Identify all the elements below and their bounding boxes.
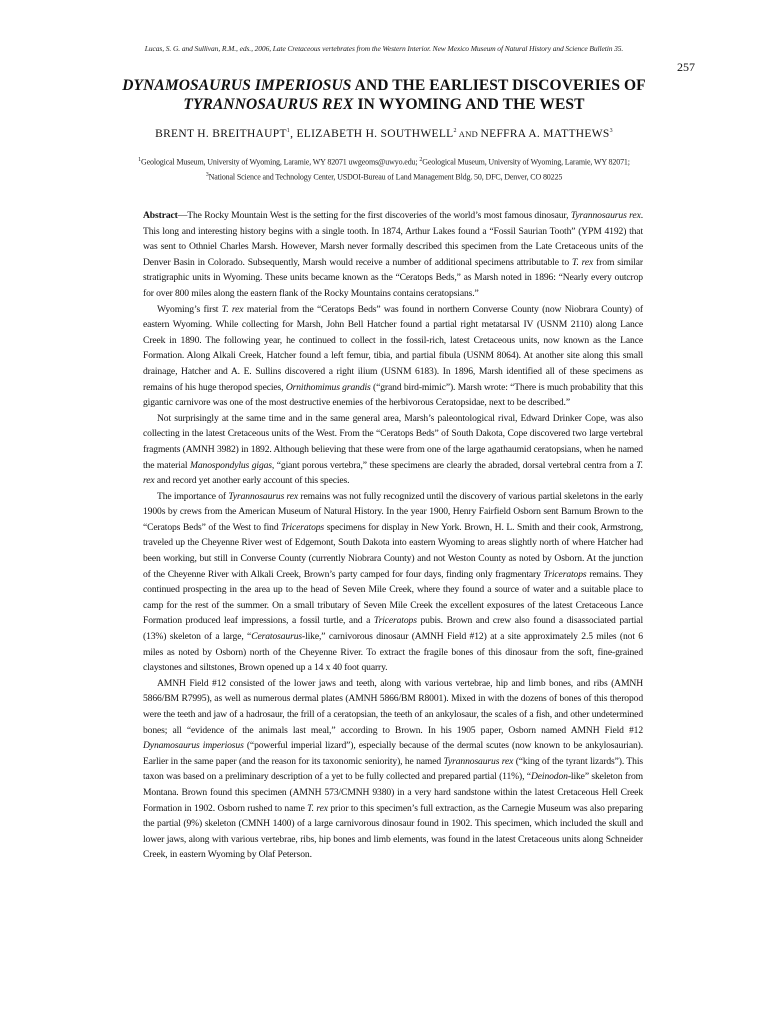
taxon-name: T. rex <box>307 802 328 814</box>
title-line-1 <box>80 76 688 95</box>
abstract-text: (“king of the tyrant lizards”). This taxon was based on a preliminary description of a yet to be fully collected and prepared partial (11%), “ <box>143 755 643 783</box>
abstract-text: The importance of <box>157 490 229 502</box>
title-line-2-rest: IN WYOMING AND THE WEST <box>353 96 585 113</box>
taxon-name: Tyrannosaurus rex <box>570 210 641 221</box>
abstract-paragraph-3 <box>143 411 643 489</box>
abstract-text: Not surprisingly at the same time and in the same general area, Marsh’s paleontological rival, Edward Drinker Cope, was also collecting in the latest Cretaceous units of the West. From the “Ceratops Beds” of South Dakota, Cope discovered two large vertebral fragments (AMNH 3982) in 1892. Although believing that these were from one of the large agathaumid ceratopsians, when he named the material <box>143 412 643 471</box>
author-list <box>80 128 688 140</box>
taxon-name: T. rex <box>221 303 244 315</box>
abstract-text: and record yet another early account of this species. <box>154 475 350 487</box>
affiliation-line-2 <box>70 169 698 184</box>
abstract-label: Abstract <box>143 210 178 221</box>
author-3-affiliation-mark: 3 <box>609 128 613 135</box>
author-1-affiliation-mark: 1 <box>286 128 291 135</box>
paper-title <box>80 76 688 114</box>
taxon-name: Tyrannosaurus rex <box>443 755 514 767</box>
taxon-name: Triceratops <box>373 615 417 627</box>
abstract-text: prior to this specimen’s full extraction, as the Carnegie Museum was also preparing the partial (9%) skeleton (CMNH 1400) of a large carnivorous dinosaur found in 1902. This specimen, which included the skull and lower jaws, along with various vertebrae, ribs, hip bones and limb elements, was found in the latest Cretaceous units along Schneider Creek, in eastern Wyoming by Olaf Peterson. <box>143 802 643 861</box>
abstract-text: pubis. Brown and crew also found a disassociated partial (13%) skeleton of a large, “ <box>143 615 643 643</box>
title-line-2 <box>80 95 688 114</box>
affiliation-1-mark: 1 <box>138 157 141 163</box>
author-conjunction: AND <box>456 129 481 139</box>
abstract-text: Wyoming’s first <box>157 303 222 315</box>
abstract-text: . This long and interesting history begins with a single tooth. In 1874, Arthur Lakes found a “Fossil Saurian Tooth” (YPM 4192) that was sent to Othniel Charles Marsh. However, Marsh never formally described this specimen from the Late Cretaceous units of the Denver Basin in Colorado. Subsequently, Marsh would receive a number of additional specimens attributable to <box>143 210 643 268</box>
author-2: , ELIZABETH H. SOUTHWELL <box>290 128 454 140</box>
abstract-text: -like” skeleton from Montana. Brown found this specimen (AMNH 573/CMNH 9380) in a very hard sandstone within the latest Cretaceous Hell Creek Formation in 1902. Osborn rushed to name <box>143 771 643 814</box>
abstract <box>143 208 643 863</box>
taxon-name: Ornithomimus grandis <box>285 381 371 393</box>
affiliation-3-mark: 3 <box>205 171 209 178</box>
abstract-text: material from the “Ceratops Beds” was found in northern Converse County (now Niobrara County) of eastern Wyoming. While collecting for Marsh, John Bell Hatcher found a partial right metatarsal IV (USNM 2110) along Lance Creek in 1890. The following year, he continued to collect in the fossil-rich, latest Cretaceous units, now known as the Lance Formation. Along Alkali Creek, Hatcher found a left femur, tibia, and partial fibula (USNM 8064). At another site along this small drainage, Hatcher and A. E. Sullins discovered a right ilium (USNM 6183). In 1896, Marsh identified all of these specimens as remains of his huge theropod species, <box>143 303 643 393</box>
abstract-text: -like,” carnivorous dinosaur (AMNH Field #12) at a site approximately 2.5 miles (not 6 miles as noted by Osborn) north of the Cheyenne River. To extract the fragile bones of this dinosaur from the soft, fine-grained claystones and siltstones, Brown opened up a 14 x 40 foot quarry. <box>143 631 643 674</box>
author-3: NEFFRA A. MATTHEWS <box>480 128 610 140</box>
taxon-name: Triceratops <box>281 521 325 533</box>
taxon-name: Deinodon <box>530 771 568 783</box>
taxon-name: Triceratops <box>543 568 587 580</box>
affiliations <box>70 154 698 183</box>
abstract-paragraph-5 <box>143 676 643 863</box>
abstract-text: AMNH Field #12 consisted of the lower jaws and teeth, along with various vertebrae, hip and limb bones, and ribs (AMNH 5866/BM R7995), as well as numerous dermal plates (AMNH 5866/BM R8001). Mixed in with the dozens of bones of this theropod were the teeth and jaw of a hadrosaur, the frill of a ceratopsian, the teeth of an ankylosaur, the scales of a fish, and other undetermined bones; all “evidence of the animals last meal,” according to Brown. In his 1905 paper, Osborn named AMNH Field #12 <box>143 677 643 736</box>
author-2-affiliation-mark: 2 <box>453 128 457 135</box>
abstract-text: from similar stratigraphic units in Wyoming. These units became known as the “Ceratops Beds,” as Marsh noted in 1896: “Nearly every outcrop for over 800 miles along the eastern flank of the Rocky Mountains contains ceratopsians.” <box>143 256 644 299</box>
abstract-text: remains was not fully recognized until the discovery of various partial skeletons in the early 1900s by crews from the American Museum of Natural History. In the year 1900, Henry Fairfield Osborn sent Barnum Brown to the “Ceratops Beds” of the West to find <box>143 490 643 533</box>
author-1: BRENT H. BREITHAUPT <box>155 128 287 140</box>
abstract-text: specimens for display in New York. Brown, H. L. Smith and their cook, Armstrong, traveled up the Cheyenne River west of Edgemont, South Dakota into eastern Wyoming to areas slightly north of where Hatcher had been working, but still in Converse County (currently Niobrara County) and not Weston County as noted by Osborn. At the junction of the Cheyenne River with Alkali Creek, Brown’s party camped for four days, finding only fragmentary <box>143 521 643 580</box>
abstract-text: remains. They continued prospecting in the area up to the head of Seven Mile Creek, where they found a source of water and a suitable place to camp for the rest of the summer. On a small tributary of Seven Mile Creek the excellent exposures of the latest Cretaceous Lance Formation produced leaf impressions, a fossil turtle, and a <box>143 568 643 627</box>
affiliation-1: Geological Museum, University of Wyoming, Laramie, WY 82071 uwgeoms@uwyo.edu; <box>141 157 420 167</box>
affiliation-2: Geological Museum, University of Wyoming, Laramie, WY 82071; <box>422 157 630 167</box>
affiliation-line-1 <box>70 154 698 169</box>
page-number: 257 <box>677 60 695 74</box>
title-taxon-tyrannosaurus: TYRANNOSAURUS REX <box>183 96 354 113</box>
abstract-text: (“grand bird-mimic”). Marsh wrote: “There is much probability that this gigantic carnivore was one of the most destructive enemies of the herbivorous Ceratopsidae, next to be described.” <box>143 381 643 409</box>
abstract-text: (“powerful imperial lizard”), especially because of the dermal scutes (now known to be ankylosaurian). Earlier in the same paper (and the reason for its taxonomic seniority), he named <box>143 740 644 767</box>
taxon-name: Tyrannosaurus rex <box>228 490 299 502</box>
taxon-name: Ceratosaurus <box>251 631 302 643</box>
title-line-1-rest: AND THE EARLIEST DISCOVERIES OF <box>351 77 646 94</box>
running-header-citation: Lucas, S. G. and Sullivan, R.M., eds., 2006, Late Cretaceous vertebrates from the Western Interior. New Mexico Museum of Natural History and Science Bulletin 35. <box>144 44 624 53</box>
title-taxon-dynamosaurus: DYNAMOSAURUS IMPERIOSUS <box>122 77 352 94</box>
taxon-name: Manospondylus gigas <box>189 459 272 471</box>
abstract-paragraph-1 <box>143 208 643 302</box>
abstract-text: , “giant porous vertebra,” these specimens are clearly the abraded, dorsal vertebral centra from a <box>271 459 637 471</box>
affiliation-3: National Science and Technology Center, USDOI-Bureau of Land Management Bldg. 50, DFC, Denver, CO 80225 <box>208 172 563 182</box>
abstract-paragraph-4 <box>143 489 643 676</box>
taxon-name: T. rex <box>571 256 594 268</box>
affiliation-2-mark: 2 <box>419 157 423 163</box>
abstract-text: —The Rocky Mountain West is the setting for the first discoveries of the world’s most famous dinosaur, <box>177 210 571 221</box>
taxon-name: Dynamosaurus imperiosus <box>143 740 244 752</box>
taxon-name: T. rex <box>143 459 643 487</box>
abstract-paragraph-2 <box>143 302 643 411</box>
